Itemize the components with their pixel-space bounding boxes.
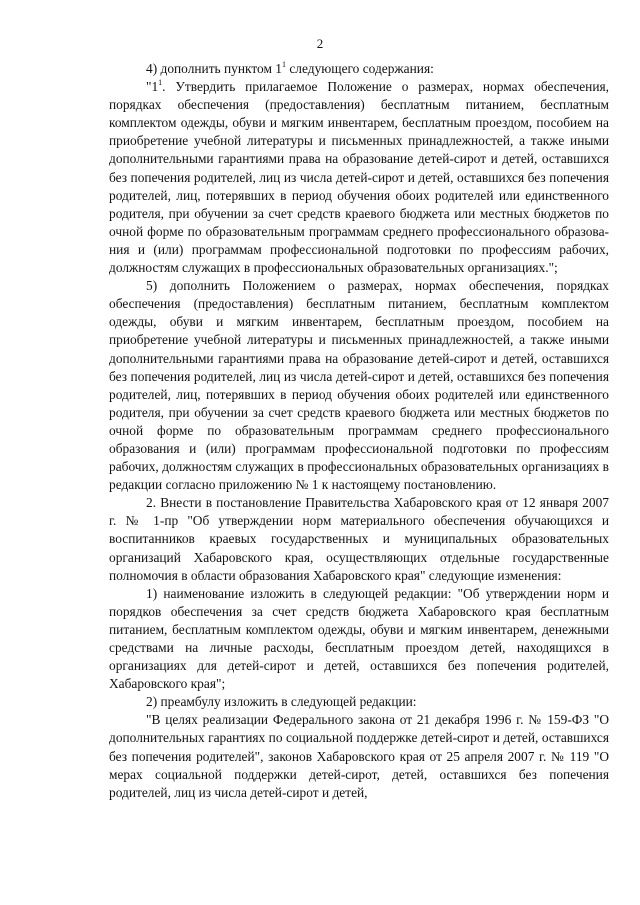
paragraph-amend-point-4 bbox=[109, 60, 609, 78]
document-body bbox=[109, 60, 609, 802]
paragraph-amend-point-5: 5) дополнить Положением о размерах, нормах обеспечения, порядках обеспечения (предоставления) бесплатным питанием, бесплатным комплектом одежды, обуви и мягким инвентарем, бесплатным проездом, пособием на приобретение учебной литературы и письменных принадлежностей, а также иными дополнительными гарантиями права на образование детей-сирот и детей, оставшихся без попечения родителей, лиц из числа детей-сирот и детей, оставшихся без попечения родителей, лиц, потерявших в период обучения обоих родителей или единственного родителя, при обучении за счет средств краевого бюджета или местных бюджетов по очной форме по образовательным программам среднего профессионального образования и (или) программам профессиональной подготовки по профессиям рабочих, должностям служащих в профессиональных образовательных организациях в редакции согласно приложению № 1 к настоящему постановлению. bbox=[109, 278, 609, 493]
paragraph-text: "1 bbox=[146, 79, 159, 95]
paragraph-text: 4) дополнить пунктом 1 bbox=[146, 61, 283, 76]
superscript: 1 bbox=[282, 59, 287, 69]
paragraph-item-2: 2) преамбулу изложить в следующей редакции: bbox=[146, 694, 417, 710]
paragraph-preamble: "В целях реализации Федерального закона от 21 декабря 1996 г. № 159-ФЗ "О дополнительных гарантиях по социальной поддержке детей-сирот и детей, оставшихся без попечения родителей", законов Хабаровского края от 25 апреля 2007 г. № 119 "О мерах социальной поддержки детей-сирот, детей, оставшихся без попечения родителей, лиц из числа детей-сирот и детей, bbox=[109, 712, 609, 800]
paragraph-item-1: 1) наименование изложить в следующей редакции: "Об утверждении норм и порядков обеспечения за счет средств бюджета Хабаровского края бесплатным питанием, бесплатным комплектом одежды, обуви и мягким инвентарем, денежными средствами на личные расходы, бесплатным проездом детей, находящихся в организациях для детей-сирот и детей, оставшихся без попечения родителей, Хабаровского края"; bbox=[109, 585, 609, 692]
paragraph-section-2: 2. Внести в постановление Правительства Хабаровского края от 12 января 2007 г. № 1-пр "Об утверждении норм материального обеспечения обучающихся и воспитанников краевых государственных и муниципальных образовательных организаций Хабаровского края, осуществляющих отдельные государственные полномочия в области образования Хабаровского края" следующие изменения: bbox=[109, 495, 609, 583]
paragraph-text: следующего содержания: bbox=[286, 61, 434, 76]
paragraph-text: . Утвердить прилагаемое Положение о размерах, нормах обеспечения, порядках обеспечения (предоставления) бесплатным питанием, бесплатным комплектом одежды, обуви и мягким инвентарем, бесплатным проездом, пособием на приобретение учебной литературы и письменных принадлежностей, а также иными дополнительными гарантиями права на образование детей-сирот и детей, оставшихся без попечения родителей, лиц из числа детей-сирот и детей, оставшихся без попечения родителей, лиц, потерявших в период обучения обоих родителей или единственного родителя, при обучении за счет средств краевого бюджета или местных бюджетов по очной форме по образовательным программам среднего профессионального образования и (или) программам профессиональной подготовки по профессиям рабочих, должностям служащих в профессиональных образовательных организациях."; bbox=[109, 79, 609, 276]
paragraph-point-1-1 bbox=[109, 78, 609, 277]
superscript: 1 bbox=[158, 77, 163, 87]
page-number: 2 bbox=[316, 36, 324, 51]
